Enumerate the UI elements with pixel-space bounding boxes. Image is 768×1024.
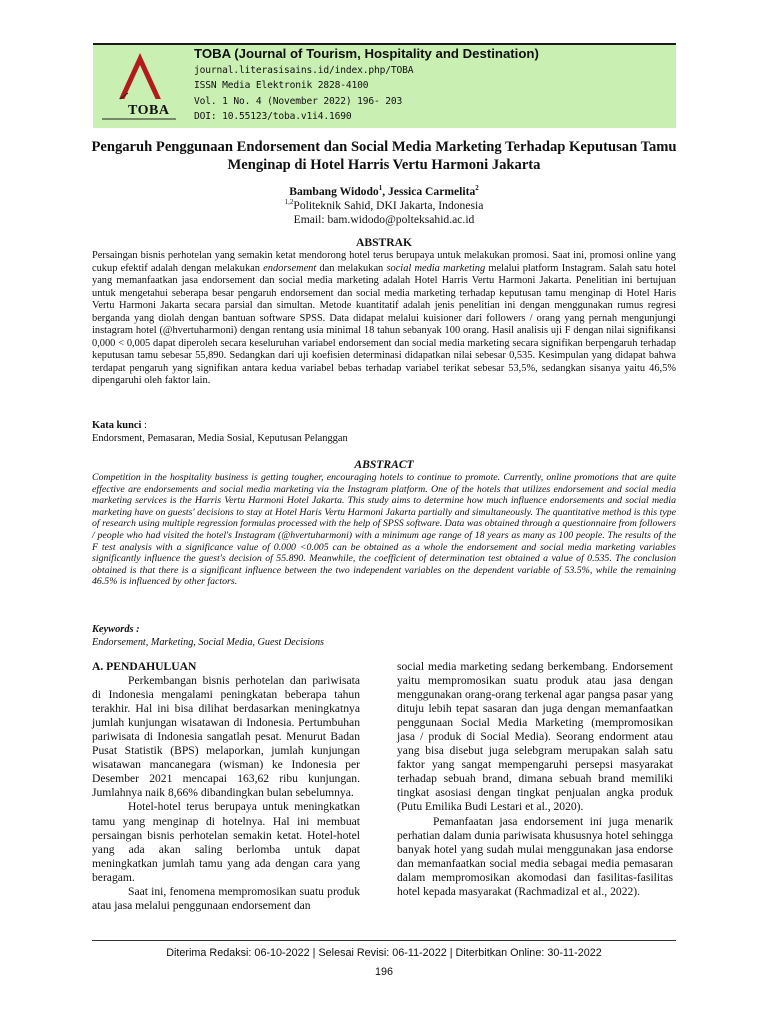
journal-volume: Vol. 1 No. 4 (November 2022) 196- 203 (194, 96, 403, 107)
abstrak-italic-term: social media marketing (386, 262, 486, 274)
body-paragraph: Saat ini, fenomena mempromosikan suatu produk atau jasa melalui penggunaan endorsement dan (92, 884, 360, 912)
abstrak-italic-term: endorsement (263, 262, 317, 274)
abstrak-text: melalui platform Instagram. Salah satu hotel yang memanfaatkan jasa endorsement dan social media marketing adalah Hotel Harris Vertu Harmoni Jakarta. Penelitian ini bertujuan untuk mengetahui seberapa besar pengaruh endorsement dan social media marketing terhadap keputusan tamu menginap di Hotel Haris Vertu Harmoni Jakarta secara parsial dan simultan. Metode kuantitatif adalah jenis penelitian ini dengan menggunakan rumus regresi berganda yang diolah dengan bantuan software SPSS. Data didapat melalui kuisioner dari followers / orang yang pernah mengunjungi instagram hotel (@hvertuharmoni) dengan rentang usia minimal 18 tahun sebanyak 100 orang. Hasil analisis uji F dengan nilai signifikansi 0,000 < 0,005 dapat diperoleh secara keseluruhan variabel endorsement dan social media marketing secara signifikan berpengaruh terhadap keputusan tamu sebesar 55,890. Sedangkan dari uji koefisien determinasi didapatkan nilai sebesar 0,535. Kesimpulan yang didapat bahwa terdapat pengaruh yang signifikan antara kedua variabel bebas terhadap variabel terikat sebesar 53,5%, sedangkan sisanya yaitu 46,5% dipengaruhi oleh faktor lain. (92, 262, 677, 386)
body-column-right (397, 660, 673, 899)
logo-text: TOBA (128, 103, 170, 118)
journal-doi[interactable]: DOI: 10.55123/toba.v1i4.1690 (194, 111, 352, 122)
affiliation-superscript: 1,2 (284, 198, 294, 206)
affiliation (90, 198, 678, 212)
abstrak-text: Persaingan bisnis perhotelan yang semakin ketat mendorong hotel terus berupaya untuk melakukan promosi. Saat ini, promosi online yang cukup efektif adalah dengan melakukan (92, 250, 676, 274)
journal-header (93, 43, 676, 128)
body-paragraph: Hotel-hotel terus berupaya untuk meningkatkan tamu yang menginap di hotelnya. Hal ini membuat persaingan bisnis perhotelan semakin ketat. Hotel-hotel yang ada akan saling berlomba untuk dapat meningkatkan jumlah tamu yang ada dengan cara yang beragam. (92, 800, 360, 884)
page-number: 196 (374, 966, 393, 978)
body-paragraph: Pemanfaatan jasa endorsement ini juga menarik perhatian dalam dunia pariwisata khususnya hotel sehingga banyak hotel yang sudah mulai menggunakan jasa endorse dan memanfaatkan social media sebagai media pemasaran dalam mempromosikan akomodasi dan fasilitas-fasilitas hotel kepada masyarakat (Rachmadizal et al., 2022). (397, 814, 673, 898)
keywords-colon: : (133, 624, 140, 635)
abstract-paragraph: Competition in the hospitality business is getting tougher, encouraging hotels to continue to promote. Currently, online promotions that are quite effective are endorsements and social media marketing via the Instagram platform. One of the hotels that utilizes endorsement and social media marketing services is the Harris Vertu Harmoni Hotel Jakarta. This study aims to determine how much influence endorsements and social media marketing have on guests' decisions to stay at Hotel Haris Vertu Harmoni Jakarta partially and simultaneously. The quantitative method is this type of research using multiple regression formulas processed with the help of SPSS software. Data was obtained through a questionnaire from followers / people who had visited the hotel's Instagram (@hvertuharmoni) with a minimum age range of 18 years as many as 100 people. The results of the F test analysis with a significance value of 0.000 <0.005 can be obtained as a whole the endorsement and social media marketing variables significantly influence the guest's decision of 55.890. Meanwhile, the coefficient of determination test obtained a value of 0.535. The conclusion obtained is that there is a significant influence between the two independent variables on the dependent variable of 53.5%, while the remaining 46.5% is influenced by other factors. (92, 472, 676, 588)
footer-dates: Diterima Redaksi: 06-10-2022 | Selesai Revisi: 06-11-2022 | Diterbitkan Online: 30-11-2022 (166, 947, 602, 959)
kata-kunci-colon: : (141, 420, 147, 431)
abstrak-text: dan melakukan (316, 262, 387, 274)
keywords-values: Endorsement, Marketing, Social Media, Guest Decisions (92, 637, 325, 648)
body-paragraph: social media marketing sedang berkembang. Endorsement yaitu mempromosikan suatu produk atau jasa dengan menggunakan orang-orang terkenal agar pangsa pasar yang dituju lebih tepat sasaran dan juga dengan memanfaatkan penggunaan Social Media Marketing (mempromosikan jasa / produk di Social Media). Seorang endorment atau yang bisa disebut juga selebgram merupakan salah satu faktor yang sangat mempengaruhi persepsi masyarakat terhadap sebuah brand, dimana sebuah brand memiliki tingkat asosiasi dengan tingkat penjualan angka produk (Putu Emilika Budi Lestari et al., 2020). (397, 660, 673, 814)
section-heading: A. PENDAHULUAN (92, 660, 197, 673)
body-column-left (92, 660, 360, 913)
kata-kunci-heading (92, 420, 147, 431)
journal-logo (98, 49, 178, 125)
abstract-heading: ABSTRACT (354, 458, 414, 471)
paper-title: Pengaruh Penggunaan Endorsement dan Social Media Marketing Terhadap Keputusan Tamu Menginap di Hotel Harris Vertu Harmoni Jakarta (91, 139, 677, 173)
author-list (90, 184, 678, 198)
author-name: Bambang Widodo (289, 184, 379, 198)
abstrak-heading: ABSTRAK (355, 236, 413, 249)
kata-kunci-values: Endorsment, Pemasaran, Media Sosial, Keputusan Pelanggan (92, 433, 348, 444)
journal-url[interactable]: journal.literasisains.id/index.php/TOBA (194, 65, 414, 76)
journal-issn: ISSN Media Elektronik 2828-4100 (194, 80, 369, 91)
affiliation-text: Politeknik Sahid, DKI Jakarta, Indonesia (293, 198, 484, 212)
body-paragraph: Perkembangan bisnis perhotelan dan pariwisata di Indonesia mengalami peningkatan beberapa tahun terakhir. Hal ini bisa dilihat berdasarkan meningkatnya jumlah kunjungan wisatawan di Indonesia. Pertumbuhan pariwisata di Indonesia sangatlah pesat. Menurut Badan Pusat Statistik (BPS) melaporkan, jumlah kunjungan wisatawan mancanegara (wisman) ke Indonesia per Desember 2021 mencapai 163,62 ribu kunjungan. Jumlahnya naik 8,66% dibandingkan bulan sebelumnya. (92, 674, 360, 800)
keywords-label: Keywords (92, 624, 134, 635)
author-superscript: 1 (378, 184, 383, 192)
journal-title: TOBA (Journal of Tourism, Hospitality and Destination) (194, 46, 539, 61)
author-superscript: 2 (475, 184, 479, 192)
kata-kunci-label: Kata kunci (92, 420, 142, 431)
keywords-heading (92, 624, 140, 635)
abstrak-paragraph (92, 250, 676, 388)
author-email: Email: bam.widodo@polteksahid.ac.id (293, 213, 475, 226)
author-name: Jessica Carmelita (388, 184, 476, 198)
footer-divider (92, 940, 676, 941)
author-separator: , (382, 184, 388, 198)
